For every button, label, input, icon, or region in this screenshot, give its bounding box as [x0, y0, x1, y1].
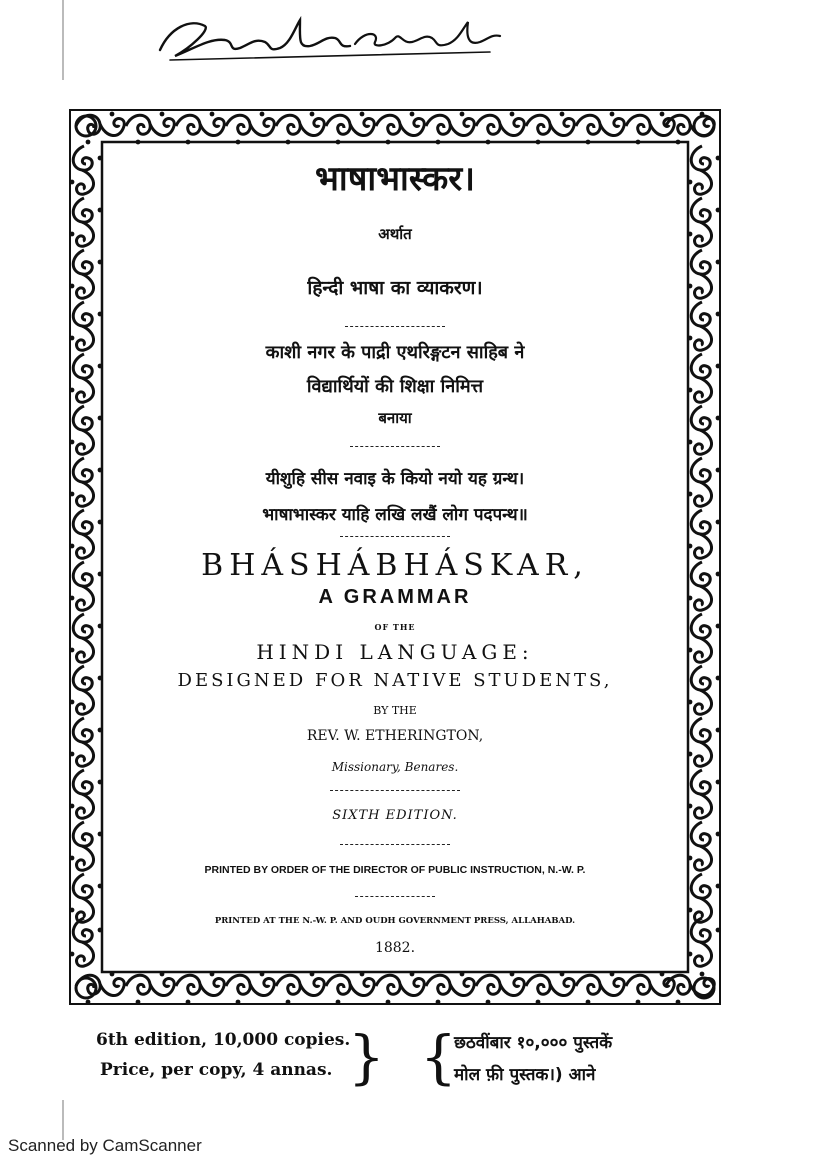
- scanner-watermark: Scanned by CamScanner: [8, 1136, 202, 1155]
- edition-copies: 6th edition, 10,000 copies.: [96, 1030, 351, 1050]
- left-brace: {: [420, 1023, 457, 1091]
- divider: [345, 326, 445, 327]
- divider: [340, 536, 450, 537]
- divider: [340, 844, 450, 845]
- hindi-arthat: अर्थात: [378, 225, 412, 243]
- grammar-subtitle: A GRAMMAR: [318, 586, 472, 608]
- designed-line: DESIGNED FOR NATIVE STUDENTS,: [177, 670, 613, 691]
- bottom-note: [90, 1022, 710, 1102]
- year: 1882.: [374, 940, 416, 956]
- price-per-copy: Price, per copy, 4 annas.: [100, 1060, 333, 1080]
- title-page-content: [100, 140, 690, 980]
- hindi-author-line-1: काशी नगर के पाद्री एथरिङ्गटन साहिब ने: [265, 342, 525, 363]
- scan-margin-mark: [62, 0, 64, 80]
- divider: [330, 790, 460, 791]
- right-brace: }: [348, 1023, 385, 1091]
- english-title: BHÁSHÁBHÁSKAR,: [201, 548, 589, 583]
- of-the-label: OF THE: [374, 622, 416, 632]
- handwritten-signature: [150, 8, 510, 68]
- printed-by-order: PRINTED BY ORDER OF THE DIRECTOR OF PUBLIC INSTRUCTION, N.-W. P.: [204, 864, 586, 876]
- author-role: Missionary, Benares.: [331, 760, 459, 774]
- divider: [350, 446, 440, 447]
- hindi-price: मोल फ़ी पुस्तक।) आने: [454, 1065, 596, 1085]
- hindi-subtitle: हिन्दी भाषा का व्याकरण।: [307, 277, 483, 299]
- by-the-label: BY THE: [373, 704, 417, 717]
- divider: [355, 896, 435, 897]
- hindi-author-line-2: विद्यार्थियों की शिक्षा निमित्त: [306, 376, 484, 397]
- doha-line-1: यीशुहि सीस नवाइ के कियो नयो यह ग्रन्थ।: [265, 469, 525, 489]
- scan-margin-mark: [62, 1100, 64, 1140]
- language-line: HINDI LANGUAGE:: [256, 640, 534, 664]
- printed-at: PRINTED AT THE N.-W. P. AND OUDH GOVERNMENT PRESS, ALLAHABAD.: [214, 916, 576, 926]
- hindi-title: भाषाभास्कर।: [314, 159, 475, 199]
- edition-line: SIXTH EDITION.: [332, 808, 458, 823]
- author-line: REV. W. ETHERINGTON,: [306, 728, 484, 744]
- hindi-author-line-3: बनाया: [378, 409, 412, 427]
- doha-line-2: भाषाभास्कर याहि लखि लखैं लोग पदपन्थ॥: [262, 505, 528, 525]
- hindi-edition-copies: छठवींबार १०,००० पुस्तकें: [454, 1033, 613, 1053]
